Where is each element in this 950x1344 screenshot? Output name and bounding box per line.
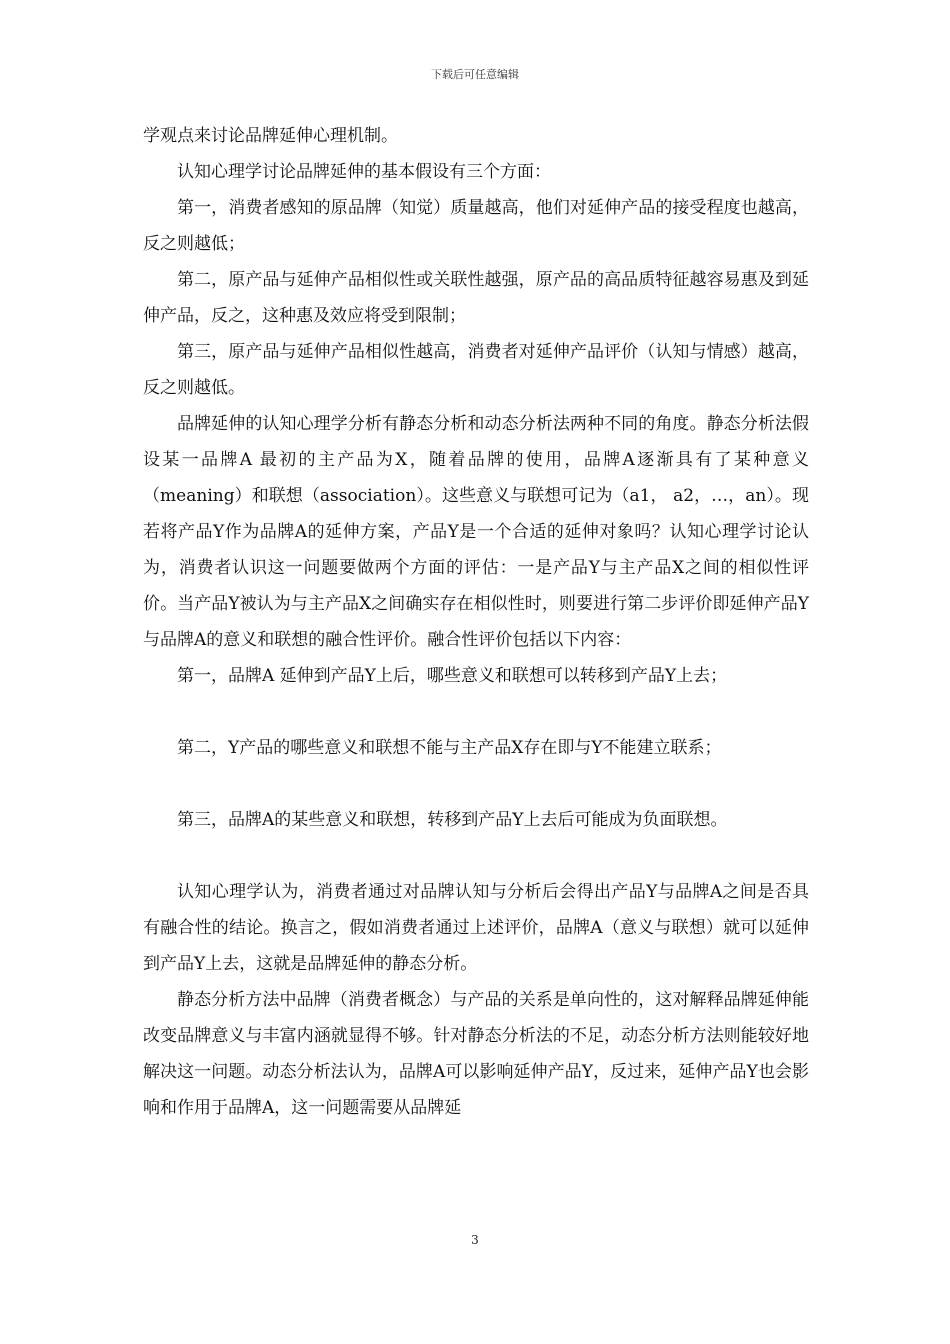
paragraph-cognitive-conclusion: 认知心理学认为，消费者通过对品牌认知与分析后会得出产品Y与品牌A之间是否具有融合性的结论。换言之，假如消费者通过上述评价，品牌A（意义与联想）就可以延伸到产品Y上去，这就是品牌延伸的静态分析。 — [143, 882, 809, 974]
page-header: 下载后可任意编辑 — [431, 68, 519, 81]
paragraph-assumptions-intro: 认知心理学讨论品牌延伸的基本假设有三个方面： — [177, 162, 551, 182]
paragraph-static-analysis: 品牌延伸的认知心理学分析有静态分析和动态分析法两种不同的角度。静态分析法假设某一品牌A 最初的主产品为X，随着品牌的使用，品牌A逐渐具有了某种意义（meaning）和联想（association）。这些意义与联想可记为（a1， a2，…，an）。现若将产品Y作为品牌A的延伸方案，产品Y是一个合适的延伸对象吗？认知心理学讨论认为，消费者认识这一问题要做两个方面的评估：一是产品Y与主产品X之间的相似性评价。当产品Y被认为与主产品X之间确实存在相似性时，则要进行第二步评价即延伸产品Y与品牌A的意义和联想的融合性评价。融合性评价包括以下内容： — [143, 414, 809, 650]
paragraph-assumption-second: 第二，原产品与延伸产品相似性或关联性越强，原产品的高品质特征越容易惠及到延伸产品，反之，这种惠及效应将受到限制； — [143, 270, 809, 326]
page-number: 3 — [471, 1233, 479, 1247]
paragraph-assumption-first: 第一，消费者感知的原品牌（知觉）质量越高，他们对延伸产品的接受程度也越高，反之则越低； — [143, 198, 809, 254]
paragraph-fusion-first: 第一，品牌A 延伸到产品Y上后，哪些意义和联想可以转移到产品Y上去； — [177, 666, 728, 686]
paragraph-dynamic-analysis: 静态分析方法中品牌（消费者概念）与产品的关系是单向性的，这对解释品牌延伸能改变品牌意义与丰富内涵就显得不够。针对静态分析法的不足，动态分析方法则能较好地解决这一问题。动态分析法认为，品牌A可以影响延伸产品Y，反过来，延伸产品Y也会影响和作用于品牌A，这一问题需要从品牌延 — [143, 990, 809, 1118]
paragraph-fusion-third: 第三，品牌A的某些意义和联想，转移到产品Y上去后可能成为负面联想。 — [177, 810, 728, 830]
document-body — [143, 118, 809, 1126]
paragraph-continuation: 学观点来讨论品牌延伸心理机制。 — [143, 126, 398, 146]
paragraph-assumption-third: 第三，原产品与延伸产品相似性越高，消费者对延伸产品评价（认知与情感）越高，反之则越低。 — [143, 342, 809, 398]
paragraph-fusion-second: 第二，Y产品的哪些意义和联想不能与主产品X存在即与Y不能建立联系； — [177, 738, 722, 758]
